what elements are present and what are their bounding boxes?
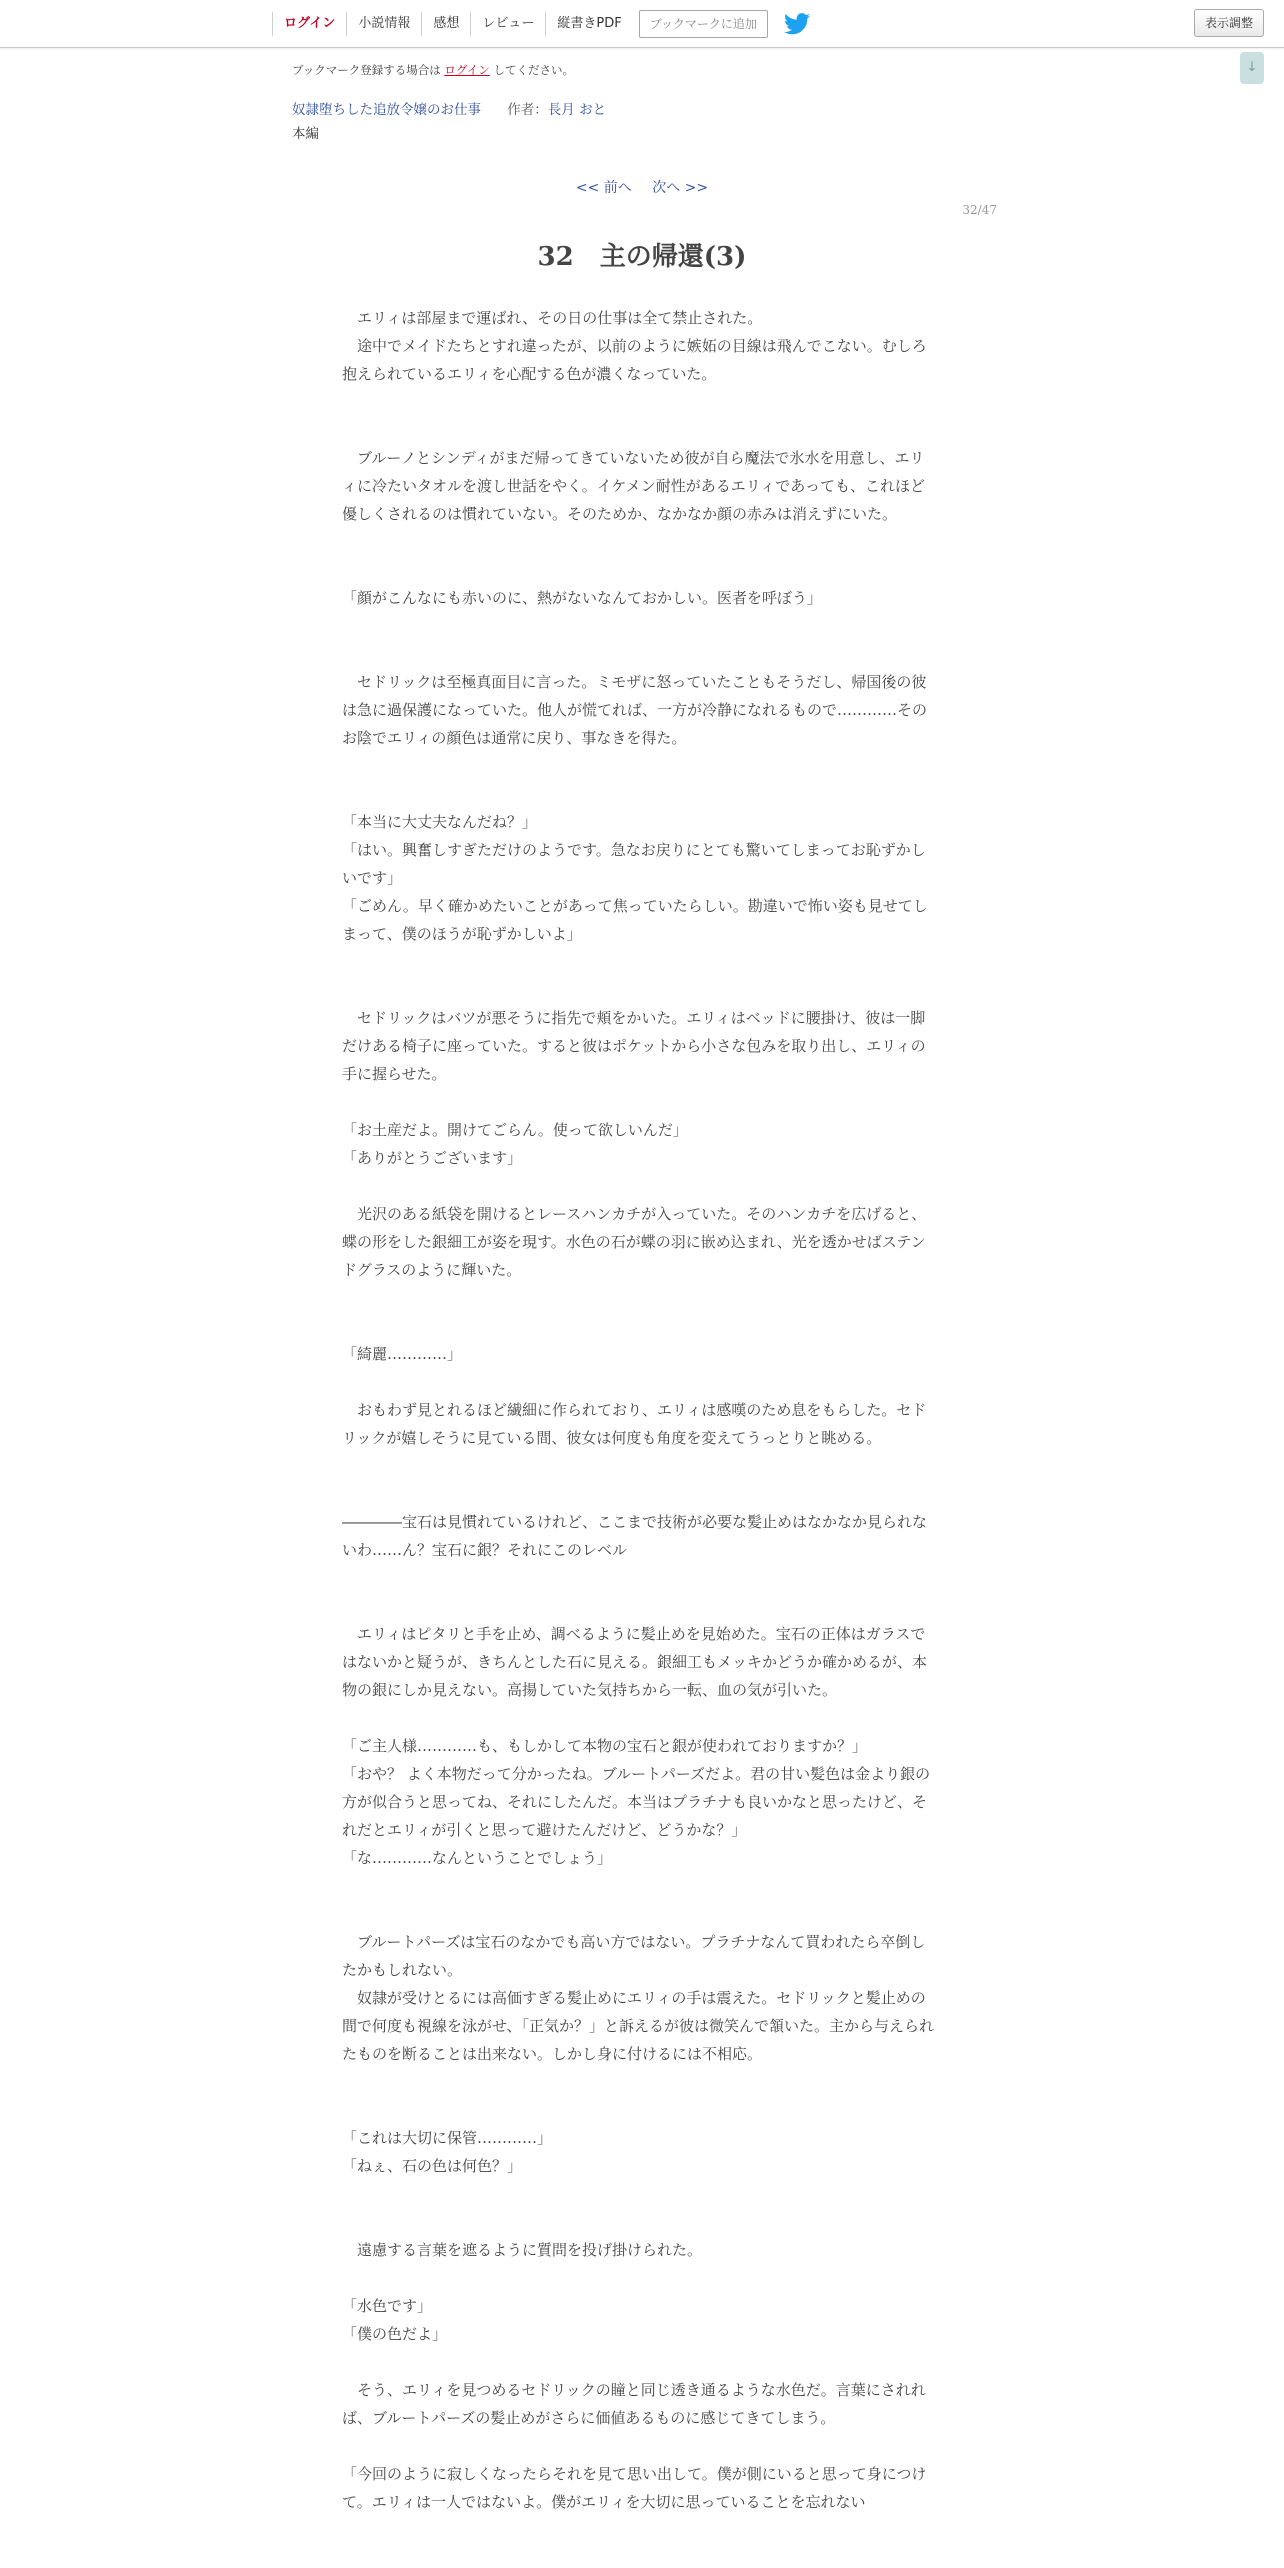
notice-login-link[interactable]: ログイン: [444, 63, 490, 77]
page-count: 32/47: [962, 203, 997, 217]
next-chapter-link[interactable]: 次へ >>: [652, 180, 709, 196]
body-paragraph: 「綺麗…………」: [342, 1345, 463, 1363]
body-paragraph: [342, 388, 936, 416]
bookmark-login-notice: [292, 62, 574, 78]
body-paragraph: [342, 976, 936, 1004]
body-paragraph: 「水色です」: [342, 2297, 433, 2315]
body-paragraph: [342, 528, 936, 556]
login-link[interactable]: ログイン: [272, 12, 346, 36]
body-paragraph: 「僕の色だよ」: [342, 2325, 448, 2343]
body-paragraph: [342, 1900, 936, 1928]
body-paragraph: 遠慮する言葉を遮るように質問を投げ掛けられた。: [342, 2241, 703, 2259]
impressions-link[interactable]: 感想: [421, 12, 470, 36]
body-paragraph: [342, 2068, 936, 2096]
chapter-body: [342, 304, 936, 2516]
section-label: 本編: [292, 126, 319, 142]
author-label: 作者：: [507, 102, 548, 118]
body-paragraph: [342, 948, 936, 976]
body-paragraph: セドリックはバツが悪そうに指先で頬をかいた。エリィはベッドに腰掛け、彼は一脚だけある椅子に座っていた。すると彼はポケットから小さな包みを取り出し、エリィの手に握らせた。: [342, 1009, 926, 1083]
body-paragraph: 「ありがとうございます」: [342, 1149, 523, 1167]
body-paragraph: [342, 2208, 936, 2236]
body-paragraph: [342, 1284, 936, 1312]
prev-chapter-link[interactable]: << 前へ: [575, 180, 632, 196]
vertical-pdf-link[interactable]: 縦書きPDF: [545, 12, 632, 36]
body-paragraph: 途中でメイドたちとすれ違ったが、以前のように嫉妬の目線は飛んでこない。むしろ抱えられているエリィを心配する色が濃くなっていた。: [342, 337, 927, 383]
body-paragraph: [342, 1368, 936, 1396]
body-paragraph: セドリックは至極真面目に言った。ミモザに怒っていたこともそうだし、帰国後の彼は急に過保護になっていた。他人が慌てれば、一方が冷静になれるもので…………そのお陰でエリィの顔色は通常に戻り、事なきを得た。: [342, 673, 928, 747]
body-paragraph: 「はい。興奮しすぎただけのようです。急なお戻りにとても驚いてしまってお恥ずかしいです」: [342, 841, 926, 887]
arrow-down-icon[interactable]: ↓: [1240, 52, 1264, 84]
body-paragraph: そう、エリィを見つめるセドリックの瞳と同じ透き通るような水色だ。言葉にされれば、ブルートパーズの髪止めがさらに価値あるものに感じてきてしまう。: [342, 2381, 926, 2427]
body-paragraph: ブルートパーズは宝石のなかでも高い方ではない。プラチナなんて買われたら卒倒したかもしれない。: [342, 1933, 926, 1979]
author-link[interactable]: 長月 おと: [547, 102, 607, 118]
add-bookmark-button[interactable]: ブックマークに追加: [639, 10, 768, 38]
series-title-link[interactable]: 奴隷堕ちした追放令嬢のお仕事: [292, 102, 481, 118]
novel-info-link[interactable]: 小説情報: [346, 12, 421, 36]
body-paragraph: [342, 2348, 936, 2376]
notice-prefix: ブックマーク登録する場合は: [292, 63, 441, 77]
chapter-pager: [0, 177, 1284, 197]
body-paragraph: [342, 1872, 936, 1900]
body-paragraph: [342, 752, 936, 780]
novel-meta: [292, 98, 606, 118]
body-paragraph: 奴隷が受けとるには高価すぎる髪止めにエリィの手は震えた。セドリックと髪止めの間で何度も視線を泳がせ、「正気か？」と訴えるが彼は微笑んで頷いた。主から与えられたものを断ることは出来ない。しかし身に付けるには不相応。: [342, 1989, 935, 2063]
body-paragraph: [342, 1592, 936, 1620]
body-paragraph: 「顔がこんなにも赤いのに、熱がないなんておかしい。医者を呼ぼう」: [342, 589, 823, 607]
body-paragraph: 「本当に大丈夫なんだね？」: [342, 813, 538, 831]
body-paragraph: ブルーノとシンディがまだ帰ってきていないため彼が自ら魔法で氷水を用意し、エリィに冷たいタオルを渡し世話をやく。イケメン耐性があるエリィであっても、これほど優しくされるのは慣れていない。そのためか、なかなか顔の赤みは消えずにいた。: [342, 449, 926, 523]
body-paragraph: [342, 780, 936, 808]
body-paragraph: [342, 416, 936, 444]
body-paragraph: 「ご主人様…………も、もしかして本物の宝石と銀が使われておりますか？」: [342, 1737, 868, 1755]
body-paragraph: 「ねぇ、石の色は何色？」: [342, 2157, 523, 2175]
body-paragraph: エリィはピタリと手を止め、調べるように髪止めを見始めた。宝石の正体はガラスではないかと疑うが、きちんとした石に見える。銀細工もメッキかどうか確かめるが、本物の銀にしか見えない。高揚していた気持ちから一転、血の気が引いた。: [342, 1625, 928, 1699]
body-paragraph: 「今回のように寂しくなったらそれを見て思い出して。僕が側にいると思って身につけて。エリィは一人ではないよ。僕がエリィを大切に思っていることを忘れない: [342, 2465, 927, 2511]
body-paragraph: [342, 1452, 936, 1480]
body-paragraph: [342, 2264, 936, 2292]
body-paragraph: 「な…………なんということでしょう」: [342, 1849, 613, 1867]
review-link[interactable]: レビュー: [470, 12, 545, 36]
top-navigation-bar: [0, 0, 1284, 48]
body-paragraph: 光沢のある紙袋を開けるとレースハンカチが入っていた。そのハンカチを広げると、蝶の形をした銀細工が姿を現す。水色の石が蝶の羽に嵌め込まれ、光を透かせばステンドグラスのように輝いた。: [342, 1205, 927, 1279]
body-paragraph: [342, 1480, 936, 1508]
body-paragraph: [342, 1312, 936, 1340]
body-paragraph: [342, 556, 936, 584]
body-paragraph: [342, 1704, 936, 1732]
twitter-icon[interactable]: [784, 13, 810, 35]
body-paragraph: [342, 612, 936, 640]
body-paragraph: おもわず見とれるほど繊細に作られており、エリィは感嘆のため息をもらした。セドリックが嬉しそうに見ている間、彼女は何度も角度を変えてうっとりと眺める。: [342, 1401, 927, 1447]
body-paragraph: [342, 1088, 936, 1116]
chapter-title: 32 主の帰還(3): [537, 242, 747, 272]
body-paragraph: [342, 2432, 936, 2460]
body-paragraph: 「おや？ よく本物だって分かったね。ブルートパーズだよ。君の甘い髪色は金より銀の方が似合うと思ってね、それにしたんだ。本当はプラチナも良いかなと思ったけど、それだとエリィが引くと思って避けたんだけど、どうかな？」: [342, 1765, 931, 1839]
body-paragraph: 「これは大切に保管…………」: [342, 2129, 553, 2147]
display-settings-button[interactable]: 表示調整: [1194, 9, 1264, 37]
body-paragraph: [342, 1172, 936, 1200]
body-paragraph: [342, 640, 936, 668]
notice-suffix: してください。: [493, 63, 574, 77]
body-paragraph: [342, 2096, 936, 2124]
body-paragraph: エリィは部屋まで運ばれ、その日の仕事は全て禁止された。: [342, 309, 763, 327]
body-paragraph: 「ごめん。早く確かめたいことがあって焦っていたらしい。勘違いで怖い姿も見せてしまって、僕のほうが恥ずかしいよ」: [342, 897, 928, 943]
body-paragraph: [342, 2180, 936, 2208]
body-paragraph: 「お土産だよ。開けてごらん。使って欲しいんだ」: [342, 1121, 688, 1139]
body-paragraph: ――――宝石は見慣れているけれど、ここまで技術が必要な髪止めはなかなか見られないわ……ん？宝石に銀？それにこのレベル: [342, 1513, 928, 1559]
body-paragraph: [342, 1564, 936, 1592]
global-nav: [272, 0, 810, 47]
